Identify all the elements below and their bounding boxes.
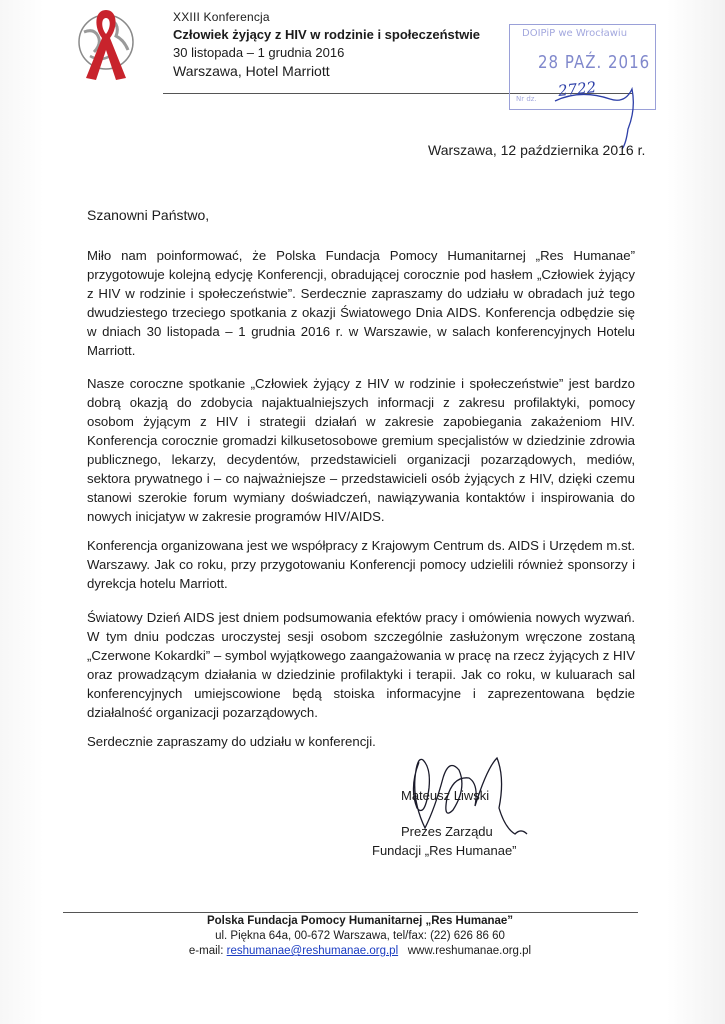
received-stamp-icon — [509, 24, 656, 110]
email-label: e-mail: — [188, 945, 224, 957]
paragraph-4: Światowy Dzień AIDS jest dniem podsumowania efektów pracy i omówienia nowych wyzwań. W tym dniu podczas uroczystej sesji osobom szczególnie zasłużonym wręczone zostaną „Czerwone Kokardki” – symbol wyjątkowego zaangażowania w pracę na rzecz żyjących z HIV oraz prowadzącym działania w dziedzinie profilaktyki i terapii. Jak co roku, w kuluarach sal konferencyjnych umiejscowione będą stoiska informacyjne i zaprezentowana będzie działalność organizacji pozarządowych. — [87, 610, 635, 720]
conference-edition: XXIII Konferencja — [173, 10, 270, 24]
signatory-organization: Fundacji „Res Humanae” — [372, 843, 517, 858]
footer-divider — [63, 912, 638, 913]
stamp-scribble — [550, 69, 640, 149]
website-link[interactable]: www.reshumanae.org.pl — [407, 945, 532, 957]
stamp-date: 28 PAŹ. 2016 — [538, 51, 651, 73]
signatory-role: Prezes Zarządu — [401, 824, 493, 839]
footer — [170, 914, 550, 959]
conference-dates: 30 listopada – 1 grudnia 2016 — [173, 45, 345, 60]
conference-title: Człowiek żyjący z HIV w rodzinie i społeczeństwie — [173, 27, 481, 42]
email-link[interactable]: reshumanae@reshumanae.org.pl — [226, 945, 399, 957]
paragraph-2: Nasze coroczne spotkanie „Człowiek żyjący z HIV w rodzinie i społeczeństwie” jest bardzo dobrą okazją do zdobycia najaktualniejszych informacji z zakresu profilaktyki, pomocy osobom żyjącym z HIV i strategii działań w zakresie zapobiegania zakażeniom HIV. Konferencja corocznie gromadzi kilkusetosobowe gremium specjalistów w dziedzinie zdrowia publicznego, lekarzy, decydentów, przedstawicieli organizacji pozarządowych, mediów, sektora prywatnego i – co najważniejsze – przedstawicieli osób żyjących z HIV, dzięki czemu stanowi szerokie forum wymiany doświadczeń, nawiązywania kontaktów i inspirowania do nowych inicjatyw w zakresie programów HIV/AIDS. — [87, 376, 635, 524]
stamp-nr-label: Nr dz. — [516, 95, 537, 103]
stamp-office: DOIPiP we Wrocławiu — [522, 28, 628, 39]
footer-contact — [170, 944, 550, 959]
salutation: Szanowni Państwo, — [87, 207, 210, 223]
stamp-number: 2722 — [557, 78, 598, 100]
closing-line: Serdecznie zapraszamy do udziału w konferencji. — [87, 734, 376, 749]
paragraph-1: Miło nam poinformować, że Polska Fundacja Pomocy Humanitarnej „Res Humanae” przygotowuje kolejną edycję Konferencji, obradującej corocznie pod hasłem „Człowiek żyjący z HIV w rodzinie i społeczeństwie”. Serdecznie zapraszamy do udziału w obradach już tego dwudziestego trzeciego spotkania z okazji Światowego Dnia AIDS. Konferencja odbędzie się w dniach 30 listopada – 1 grudnia 2016 r. w Warszawie, w salach konferencyjnych Hotelu Marriott. — [87, 248, 635, 358]
red-ribbon-globe-icon — [76, 6, 136, 84]
signatory-name: Mateusz Liwski — [401, 788, 490, 803]
paragraph-3: Konferencja organizowana jest we współpracy z Krajowym Centrum ds. AIDS i Urzędem m.st. Warszawy. Jak co roku, przy przygotowaniu Konferencji pomocy udzielili również sponsorzy i dyrekcja hotelu Marriott. — [87, 538, 635, 591]
conference-header — [173, 8, 533, 80]
footer-title: Polska Fundacja Pomocy Humanitarnej „Res Humanae” — [206, 915, 514, 927]
conference-venue: Warszawa, Hotel Marriott — [173, 63, 330, 79]
footer-address: ul. Piękna 64a, 00-672 Warszawa, tel/fax: (22) 626 86 60 — [215, 930, 505, 942]
letter-date: Warszawa, 12 października 2016 r. — [428, 142, 646, 158]
